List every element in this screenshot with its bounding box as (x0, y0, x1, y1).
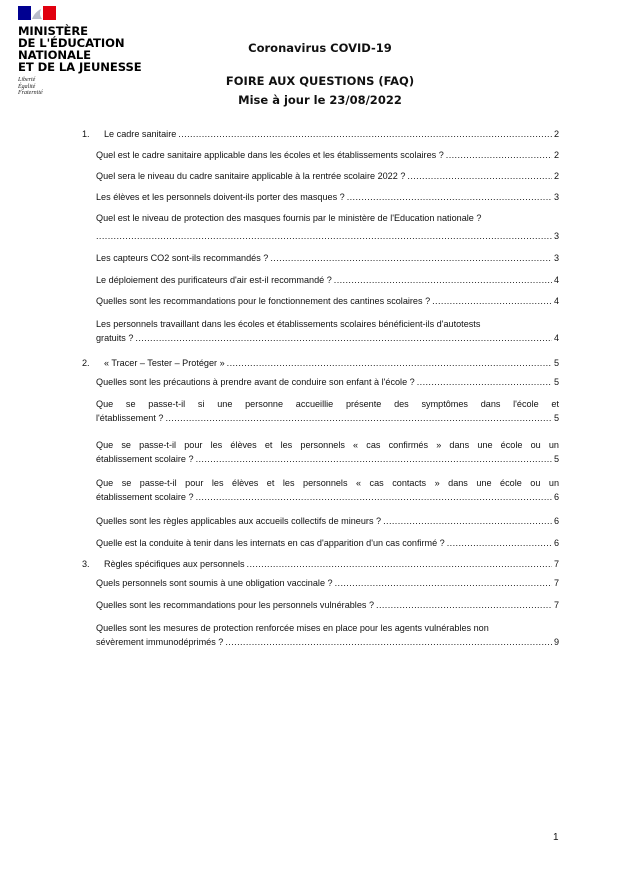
ministry-name-line: ET DE LA JEUNESSE (18, 60, 142, 74)
dot-leader (196, 453, 552, 467)
dot-leader (135, 332, 552, 346)
page-ref: 6 (553, 538, 559, 548)
dot-leader (227, 357, 552, 369)
toc-item-text: Quelles sont les règles applicables aux accueils collectifs de mineurs ? (96, 516, 382, 526)
toc-item[interactable] (96, 599, 559, 613)
toc-item-text: Que se passe-t-il pour les élèves et les personnels « cas contacts » dans une école ou un (96, 478, 559, 488)
dot-leader (96, 230, 552, 244)
toc-item[interactable] (96, 274, 559, 288)
toc-item-text-continued: sévèrement immunodéprimés ? (96, 636, 224, 647)
page-ref: 6 (553, 516, 559, 526)
page-ref: 5 (553, 377, 559, 387)
toc-item[interactable] (96, 398, 559, 425)
dot-leader (376, 599, 552, 613)
toc-item-text: Quelles sont les recommandations pour les personnels vulnérables ? (96, 600, 375, 610)
toc-item-text-continued: établissement scolaire ? (96, 491, 194, 502)
toc-item[interactable] (96, 318, 559, 345)
toc-section-2[interactable] (82, 357, 559, 369)
page-ref: 7 (553, 578, 559, 588)
dot-leader (196, 491, 552, 505)
ministry-name (18, 25, 158, 73)
section-number: 1. (82, 129, 90, 139)
toc-item-text: Que se passe-t-il si une personne accueillie présente des symptômes dans l'école et (96, 399, 559, 409)
toc-item-text: Quel est le niveau de protection des masques fournis par le ministère de l'Education nationale ? (96, 213, 482, 223)
dot-leader (417, 376, 552, 390)
page-number: 1 (553, 832, 559, 843)
dot-leader (432, 295, 552, 309)
toc-item-text: Quelles sont les précautions à prendre avant de conduire son enfant à l'école ? (96, 377, 415, 387)
dot-leader (335, 577, 552, 591)
toc-item[interactable] (96, 622, 559, 649)
dot-leader (407, 170, 552, 184)
page-ref: 3 (553, 192, 559, 202)
toc-item-text: Quel est le cadre sanitaire applicable dans les écoles et les établissements scolaires ? (96, 150, 444, 160)
page-ref: 7 (553, 600, 559, 610)
toc-item[interactable] (96, 376, 559, 390)
section-label: Règles spécifiques aux personnels (104, 559, 245, 569)
section-label: « Tracer – Tester – Protéger » (104, 358, 225, 368)
toc-item-text: Quelles sont les recommandations pour le fonctionnement des cantines scolaires ? (96, 296, 431, 306)
dot-leader (383, 515, 552, 529)
toc-item[interactable] (96, 477, 559, 504)
page-ref: 4 (553, 296, 559, 306)
dot-leader (247, 558, 552, 570)
dot-leader (178, 128, 552, 140)
section-number: 2. (82, 358, 90, 368)
page-ref: 2 (553, 129, 559, 139)
toc-item-text: Les personnels travaillant dans les écoles et établissements scolaires bénéficient-ils d'autotests (96, 319, 481, 329)
ministry-name-line: MINISTÈRE (18, 24, 88, 38)
republic-motto (18, 77, 158, 97)
toc-section-1[interactable] (82, 128, 559, 140)
toc-item-text-continued: gratuits ? (96, 332, 134, 343)
motto-line: Liberté (18, 77, 36, 83)
dot-leader (347, 191, 552, 205)
ministry-name-line: NATIONALE (18, 48, 91, 62)
toc-section-3[interactable] (82, 558, 559, 570)
dot-leader (225, 636, 552, 650)
dot-leader (447, 537, 552, 551)
ministry-name-line: DE L'ÉDUCATION (18, 36, 125, 50)
toc-item[interactable] (96, 577, 559, 591)
dot-leader (165, 412, 551, 426)
motto-line: Fraternité (18, 90, 43, 96)
page-ref: 5 (553, 412, 559, 423)
page-ref: 2 (553, 171, 559, 181)
toc-item[interactable] (96, 252, 559, 266)
toc-item-text: Quels personnels sont soumis à une obligation vaccinale ? (96, 578, 333, 588)
toc-item-text-continued: l'établissement ? (96, 412, 164, 423)
toc-item-text: Quel sera le niveau du cadre sanitaire applicable à la rentrée scolaire 2022 ? (96, 171, 406, 181)
toc-item-text: Le déploiement des purificateurs d'air est-il recommandé ? (96, 275, 332, 285)
toc-item[interactable] (96, 191, 559, 205)
toc-item-text: Que se passe-t-il pour les élèves et les personnels « cas confirmés » dans une école ou un (96, 440, 559, 450)
page-ref: 4 (553, 332, 559, 343)
page-ref: 9 (553, 636, 559, 647)
page-ref: 7 (553, 559, 559, 569)
toc-item[interactable] (96, 170, 559, 184)
dot-leader (334, 274, 552, 288)
toc-item-text-continued: établissement scolaire ? (96, 453, 194, 464)
dot-leader (270, 252, 552, 266)
section-number: 3. (82, 559, 90, 569)
marianne-flag-icon (18, 6, 56, 20)
toc-item-text: Quelles sont les mesures de protection renforcée mises en place pour les agents vulnérables non (96, 623, 489, 633)
toc-item[interactable] (96, 295, 559, 309)
document-subtitle: Coronavirus COVID-19 (248, 41, 392, 55)
section-label: Le cadre sanitaire (104, 129, 177, 139)
dot-leader (446, 149, 552, 163)
toc-item[interactable] (96, 439, 559, 466)
page-ref: 5 (553, 453, 559, 464)
document-title: FOIRE AUX QUESTIONS (FAQ) (225, 74, 415, 88)
page-ref: 2 (553, 150, 559, 160)
motto-line: Égalité (18, 83, 36, 90)
toc-item-text: Les élèves et les personnels doivent-ils porter des masques ? (96, 192, 345, 202)
page-ref: 4 (553, 275, 559, 285)
page-ref: 3 (553, 253, 559, 263)
update-date: Mise à jour le 23/08/2022 (238, 93, 402, 107)
toc-item[interactable] (96, 515, 559, 529)
page-ref: 5 (553, 358, 559, 368)
page-ref: 6 (553, 491, 559, 502)
toc-item-text: Les capteurs CO2 sont-ils recommandés ? (96, 253, 269, 263)
toc-item[interactable] (96, 537, 559, 551)
toc-item-text: Quelle est la conduite à tenir dans les internats en cas d'apparition d'un cas confirmé ? (96, 538, 445, 548)
ministry-logo (18, 6, 158, 97)
toc-item[interactable] (96, 149, 559, 163)
toc-item[interactable] (96, 212, 559, 243)
page-ref: 3 (553, 230, 559, 241)
